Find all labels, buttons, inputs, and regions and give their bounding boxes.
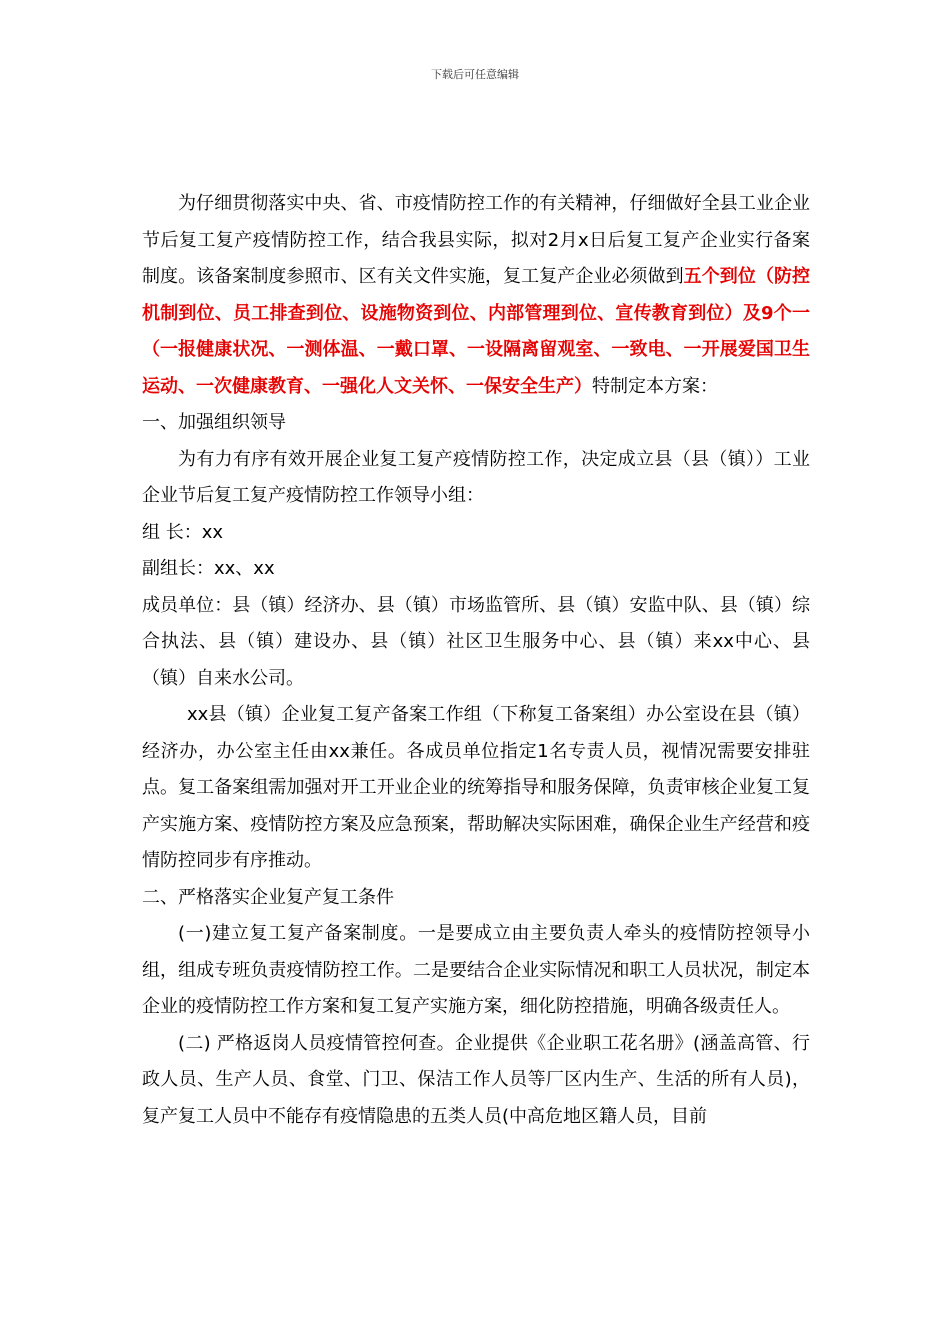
- intro-highlight: 五个到位（防控机制到位、员工排查到位、设施物资到位、内部管理到位、宣传教育到位）及9个一（一报健康状况、一测体温、一戴口罩、一设隔离留观室、一致电、一开展爱国卫生运动、一次健康教育、一强化人文关怀、一保安全生产）: [142, 266, 811, 397]
- office-paragraph: xx县（镇）企业复工复产备案工作组（下称复工备案组）办公室设在县（镇）经济办，办公室主任由xx兼任。各成员单位指定1名专责人员，视情况需要安排驻点。复工备案组需加强对开工开业企业的统筹指导和服务保障，负责审核企业复工复产实施方案、疫情防控方案及应急预案，帮助解决实际困难，确保企业生产经营和疫情防控同步有序推动。: [142, 704, 810, 871]
- intro-paragraph: [142, 186, 810, 405]
- section2-heading: 二、严格落实企业复产复工条件: [142, 886, 394, 908]
- item1-paragraph: (一)建立复工复产备案制度。一是要成立由主要负责人牵头的疫情防控领导小组，组成专班负责疫情防控工作。二是要结合企业实际情况和职工人员状况，制定本企业的疫情防控工作方案和复工复产实施方案，细化防控措施，明确各级责任人。: [142, 923, 810, 1017]
- intro-text-start: 为仔细贯彻落实中央、省、市疫情防控工作的有关精神，仔细做好全县工业企业节后复工复产疫情防控工作，结合我县实际，拟对2月x日后复工复产企业实行备案制度。该备案制度参照市、区有关文件实施，复工复产企业必须做到: [142, 193, 810, 287]
- document-body: [142, 186, 810, 1135]
- intro-text-end: 特制定本方案：: [592, 375, 718, 397]
- section1-heading: 一、加强组织领导: [142, 412, 286, 433]
- leader-line: 组 长：xx: [142, 521, 224, 543]
- section1-paragraph: 为有力有序有效开展企业复工复产疫情防控工作，决定成立县（县（镇））工业企业节后复工复产疫情防控工作领导小组：: [142, 448, 810, 506]
- members-paragraph: 成员单位：县（镇）经济办、县（镇）市场监管所、县（镇）安监中队、县（镇）综合执法、县（镇）建设办、县（镇）社区卫生服务中心、县（镇）来xx中心、县（镇）自来水公司。: [142, 594, 810, 689]
- download-note: 下载后可任意编辑: [431, 68, 519, 81]
- deputy-line: 副组长：xx、xx: [142, 558, 275, 579]
- item2-paragraph: (二) 严格返岗人员疫情管控何查。企业提供《企业职工花名册》(涵盖高管、行政人员、生产人员、食堂、门卫、保洁工作人员等厂区内生产、生活的所有人员)，复产复工人员中不能存有疫情隐患的五类人员(中高危地区籍人员，目前: [142, 1032, 810, 1127]
